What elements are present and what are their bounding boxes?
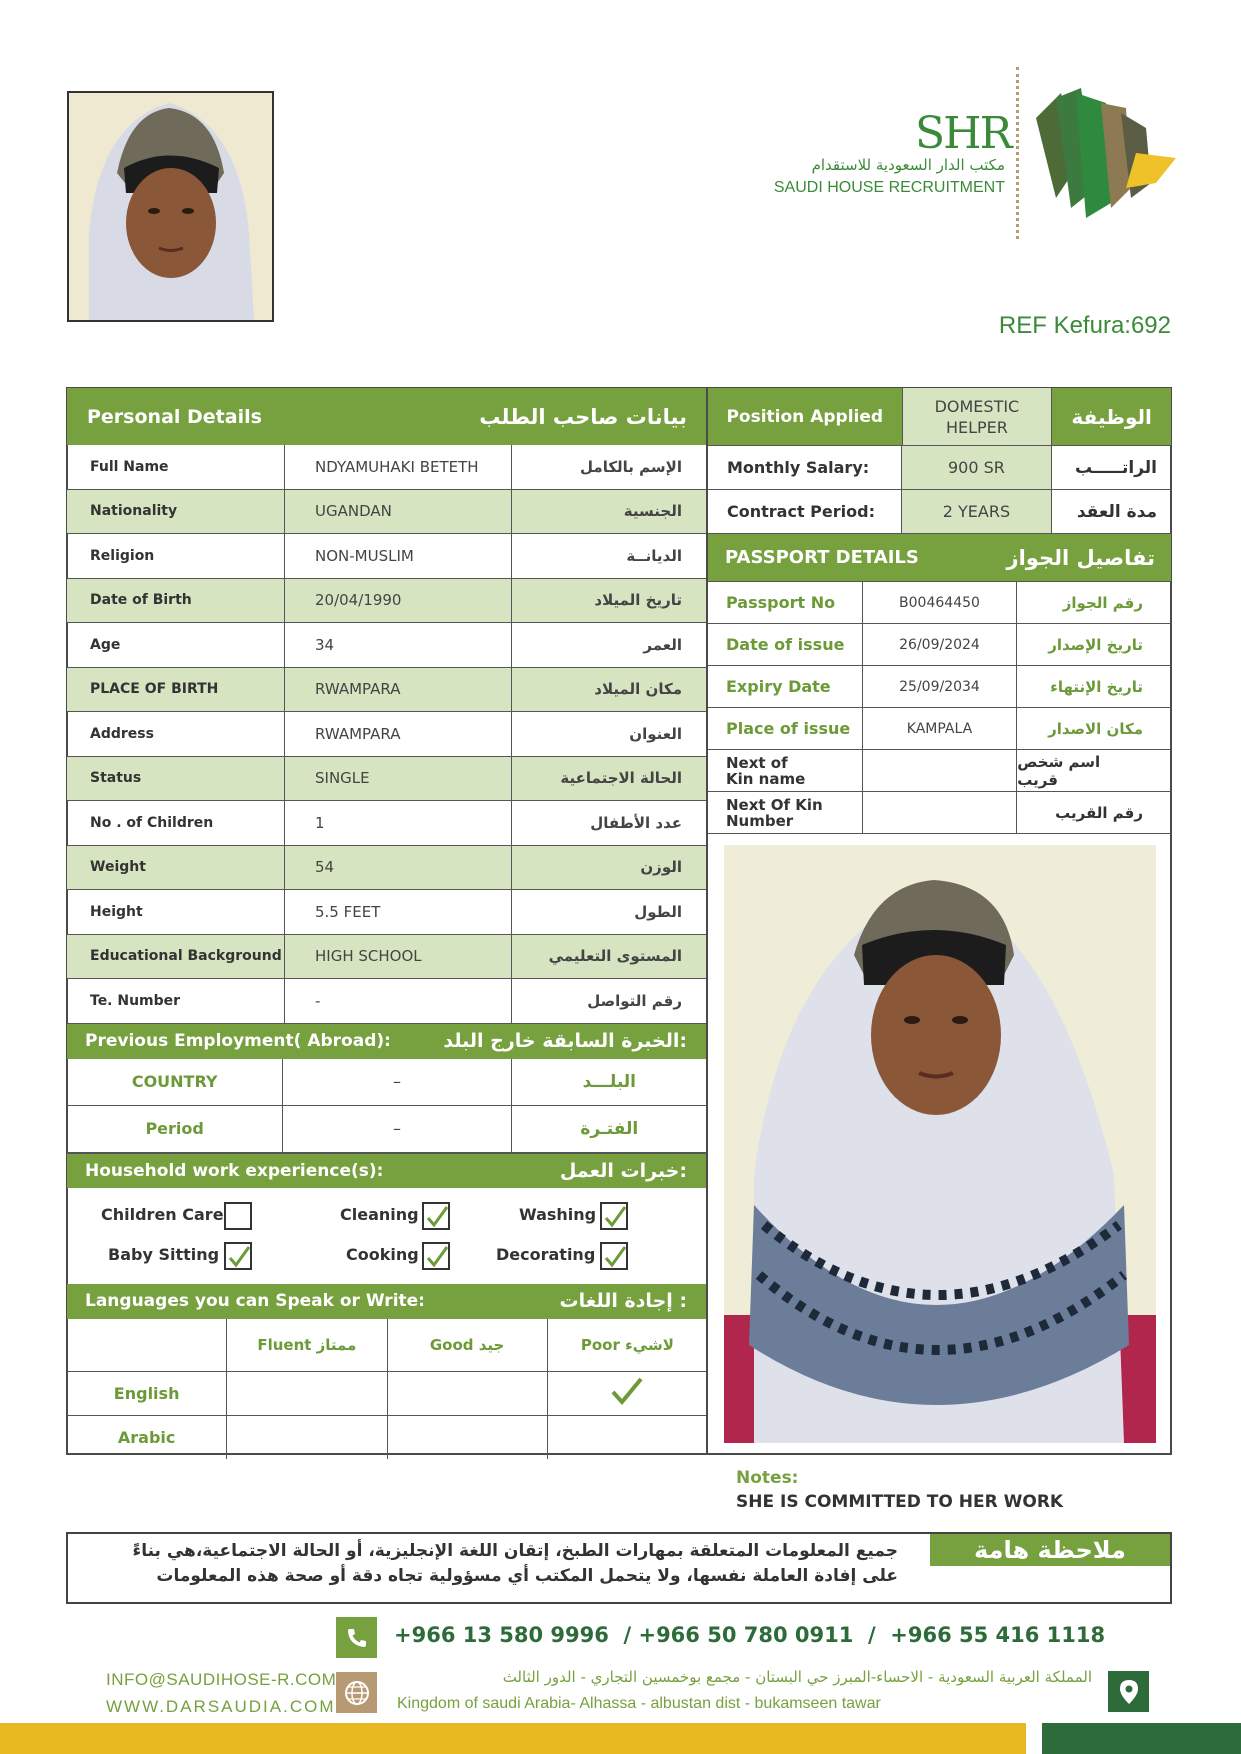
passport-row-value: B00464450 [863,582,1018,623]
passport-row-label: Passport No [708,582,863,623]
important-notice-title: ملاحظة هامة [930,1534,1170,1566]
personal-row-label-ar: الإسم بالكامل [580,457,682,476]
household-item-label: Washing [519,1204,597,1224]
household-checkbox[interactable] [600,1202,628,1230]
position-applied-value: DOMESTIC HELPER [903,388,1053,445]
passport-row-value: 26/09/2024 [863,624,1018,665]
language-level-cell [227,1416,387,1459]
personal-row [67,445,707,490]
passport-row [708,582,1171,624]
personal-row-label: Status [67,757,285,801]
position-applied-label: Position Applied [708,388,903,445]
passport-title-ar: تفاصيل الجواز [1006,545,1155,570]
applicant-photo-large [724,845,1156,1443]
personal-row-label: Height [67,890,285,934]
passport-row-label-ar: مكان الاصدار [1048,719,1143,738]
language-name: Arabic [67,1416,227,1459]
applicant-photo-small [67,91,274,322]
website-address[interactable]: WWW.DARSAUDIA.COM [106,1697,336,1716]
passport-row-value [863,750,1018,791]
previous-employment-label-ar: البلـــد [582,1071,636,1092]
position-row-label-ar: مدة العقد [1076,501,1157,522]
personal-row-label-ar: تاريخ الميلاد [594,591,682,610]
personal-row [67,935,707,980]
personal-row-label: Date of Birth [67,579,285,623]
languages-header-row [67,1319,707,1372]
personal-row-value: UGANDAN [285,490,512,534]
logo-map-icon [1026,88,1178,227]
household-checkbox[interactable] [224,1202,252,1230]
previous-employment-title-ar: الخبرة السابقة خارج البلد: [443,1030,687,1052]
personal-row-value: RWAMPARA [285,668,512,712]
logo-arabic-name: مكتب الدار السعودية للاستقدام [811,156,1005,174]
household-checkbox[interactable] [224,1242,252,1270]
passport-row-label: Place of issue [708,708,863,749]
language-level-cell [227,1372,387,1415]
personal-row [67,712,707,757]
languages-column-header: Fluent ممتاز [227,1319,387,1371]
passport-row-label: Next Of Kin Number [708,792,863,833]
previous-employment-label: Period [67,1106,283,1152]
passport-row-label: Expiry Date [708,666,863,707]
personal-row-label: No . of Children [67,801,285,845]
language-level-cell [548,1372,707,1415]
personal-row-label-ar: المستوى التعليمي [548,947,682,966]
languages-table [67,1319,707,1459]
position-header [708,388,1171,446]
household-checkbox[interactable] [422,1202,450,1230]
reference-number: REF Kefura:692 [998,312,1171,339]
important-notice-line2: على إفادة العاملة نفسها، ولا يتحمل المكتب أي مسؤولية تجاه دقة أو صحة هذه المعلومات [156,1566,898,1586]
personal-row [67,534,707,579]
personal-row [67,979,707,1024]
previous-employment-label: COUNTRY [67,1059,283,1105]
personal-row-value: 54 [285,846,512,890]
personal-row [67,490,707,535]
previous-employment-table [67,1059,707,1153]
passport-table [708,582,1171,834]
personal-row-value: 1 [285,801,512,845]
personal-row-value: SINGLE [285,757,512,801]
personal-row-label-ar: الطول [634,902,682,921]
personal-details-section [67,388,707,1459]
passport-row-value: KAMPALA [863,708,1018,749]
position-section [708,388,1171,834]
logo-divider [1016,67,1021,239]
personal-row [67,757,707,802]
passport-row-value: 25/09/2034 [863,666,1018,707]
personal-row-value: NDYAMUHAKI BETETH [285,445,512,489]
footer-bar-green [1042,1723,1241,1754]
personal-row [67,846,707,891]
personal-row-label: PLACE OF BIRTH [67,668,285,712]
personal-row-label-ar: الديانــة [626,546,682,565]
previous-employment-value: – [283,1106,511,1152]
position-table [708,446,1171,534]
personal-row [67,623,707,668]
personal-row-value: 5.5 FEET [285,890,512,934]
position-row-label: Contract Period: [708,490,902,533]
passport-row [708,624,1171,666]
personal-row-value: - [285,979,512,1023]
household-checklist [67,1188,707,1284]
position-row [708,490,1171,534]
household-title: Household work experience(s): [85,1160,384,1181]
personal-row [67,668,707,713]
address-arabic: المملكة العربية السعودية - الاحساء-المبرز حي البستان - مجمع بوخمسين التجاري - الدور الثالث [502,1668,1092,1686]
personal-row-value: 34 [285,623,512,667]
household-item-label: Cooking [346,1244,419,1264]
position-applied-label-ar: الوظيفة [1052,388,1171,445]
previous-employment-label-ar: الفتـرة [580,1118,639,1139]
household-checkbox[interactable] [422,1242,450,1270]
previous-employment-value: – [283,1059,511,1105]
globe-icon [336,1672,377,1713]
languages-row [67,1416,707,1459]
personal-row-value: 20/04/1990 [285,579,512,623]
language-level-cell [388,1372,548,1415]
personal-row-label-ar: الجنسية [623,502,682,521]
passport-row [708,708,1171,750]
passport-row [708,666,1171,708]
notes-label: Notes: [736,1468,799,1488]
personal-details-title: Personal Details [87,405,262,428]
passport-row-value [863,792,1018,833]
position-row [708,446,1171,490]
position-row-label: Monthly Salary: [708,446,902,489]
languages-header [67,1284,707,1319]
personal-row-label: Address [67,712,285,756]
languages-title: Languages you can Speak or Write: [85,1291,425,1311]
location-pin-icon [1108,1671,1149,1712]
email-address[interactable]: INFO@SAUDIHOSE-R.COM [106,1670,337,1689]
important-notice-box [66,1532,1172,1604]
household-item-label: Decorating [496,1244,596,1264]
personal-row-label: Religion [67,534,285,578]
personal-details-table [67,445,707,1024]
personal-row-value: NON-MUSLIM [285,534,512,578]
previous-employment-row [67,1059,707,1106]
personal-row-label: Educational Background [67,935,285,979]
passport-row [708,792,1171,834]
logo-english-name: SAUDI HOUSE RECRUITMENT [773,179,1005,196]
language-level-cell [388,1416,548,1459]
languages-column-header: Good جيد [388,1319,548,1371]
passport-row [708,750,1171,792]
personal-row [67,801,707,846]
passport-row-label: Date of issue [708,624,863,665]
passport-row-label-ar: اسم شخص قريب [1017,752,1101,789]
phone-numbers: +966 13 580 9996 / +966 50 780 0911 / +966 55 416 1118 [394,1623,1106,1647]
languages-row [67,1372,707,1416]
personal-row-value: HIGH SCHOOL [285,935,512,979]
personal-row-label-ar: الوزن [640,858,682,877]
personal-row [67,579,707,624]
household-item-label: Cleaning [340,1204,419,1224]
languages-title-ar: إجادة اللغات : [559,1290,687,1312]
personal-details-header [67,388,707,445]
position-row-value: 2 YEARS [902,490,1053,533]
passport-row-label-ar: تاريخ الإنتهاء [1050,677,1143,696]
household-header [67,1153,707,1188]
household-item-label: Children Care [101,1204,224,1224]
personal-details-title-ar: بيانات صاحب الطلب [479,404,687,429]
previous-employment-row [67,1106,707,1153]
passport-row-label-ar: رقم الجواز [1062,593,1143,612]
important-notice-line1: جميع المعلومات المتعلقة بمهارات الطبخ، إتقان اللغة الإنجليزية، أو الحالة الاجتماعية،هي بناءً [132,1541,898,1561]
position-row-label-ar: الراتـــــب [1074,457,1157,478]
previous-employment-header [67,1024,707,1059]
personal-row-label-ar: الحالة الاجتماعية [560,769,682,788]
personal-row-label: Nationality [67,490,285,534]
address-english: Kingdom of saudi Arabia- Alhassa - albustan dist - bukamseen tawar [397,1695,881,1712]
passport-row-label: Next of Kin name [708,750,863,791]
footer-bar-yellow [0,1723,1026,1754]
personal-row-label-ar: العمر [643,635,682,654]
personal-row-label-ar: مكان الميلاد [594,680,682,699]
notes-text: SHE IS COMMITTED TO HER WORK [736,1492,1064,1512]
passport-row-label-ar: تاريخ الإصدار [1048,635,1143,654]
personal-row-value: RWAMPARA [285,712,512,756]
personal-row-label: Age [67,623,285,667]
household-item-label: Baby Sitting [108,1244,220,1264]
logo-mark: SHR [915,108,1011,159]
languages-corner-cell [67,1319,227,1371]
personal-row-label-ar: العنوان [629,724,682,743]
phone-icon [336,1617,377,1658]
personal-row-label-ar: رقم التواصل [587,991,682,1010]
languages-column-header: Poor لاشيء [580,1335,674,1354]
position-row-value: 900 SR [902,446,1053,489]
passport-title: PASSPORT DETAILS [725,547,919,568]
passport-header [708,534,1171,582]
household-checkbox[interactable] [600,1242,628,1270]
household-title-ar: خبرات العمل: [559,1159,687,1182]
personal-row-label: Full Name [67,445,285,489]
personal-row-label: Weight [67,846,285,890]
language-name: English [67,1372,227,1415]
personal-row-label-ar: عدد الأطفال [590,813,682,832]
checkmark-icon [610,1376,644,1410]
language-level-cell [548,1416,707,1459]
personal-row-label: Te. Number [67,979,285,1023]
personal-row [67,890,707,935]
previous-employment-title: Previous Employment( Abroad): [85,1031,391,1051]
passport-row-label-ar: رقم القريب [1055,803,1143,822]
